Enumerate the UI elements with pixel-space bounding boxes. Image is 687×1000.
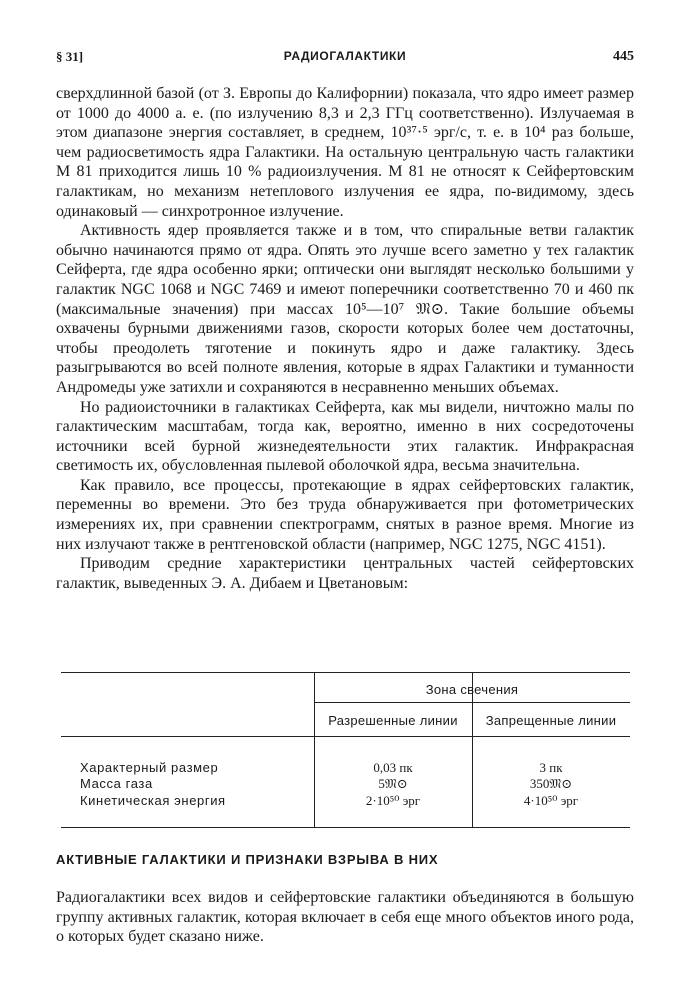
table-cell: 4·10⁵⁰ эрг	[523, 793, 579, 808]
paragraph-2: Активность ядер проявляется также и в том, что спиральные ветви галактик обычно начинаются прямо от ядра. Опять это лучше всего заметно у тех галактик Сейферта, где ядра особенно ярки; оптически они выглядят несколько большими у галактик NGC 1068 и NGC 7469 и имеют поперечники соответственно 70 и 460 пк (максимальные значения) при массах 10⁵—10⁷ 𝔐⊙. Такие большие объемы охвачены бурными движениями газов, скорости которых более чем достаточны, чтобы преодолеть тяготение и покинуть ядро и даже галактику. Здесь разыгрываются во всей полноте явления, которые в ядрах Галактики и туманности Андромеды уже затихли и сохраняются в несравненно меньших объемах.	[56, 222, 634, 396]
body-text	[56, 84, 634, 593]
paragraph-3: Но радиоисточники в галактиках Сейферта, как мы видели, ничтожно малы по галактическим масштабам, тогда как, вероятно, именно в них сосредоточены источники всей бурной жизнедеятельности этих галактик. Инфракрасная светимость их, обусловленная пылевой оболочкой ядра, весьма значительна.	[56, 398, 634, 475]
running-title: РАДИОГАЛАКТИКИ	[283, 49, 407, 63]
characteristics-table	[61, 672, 630, 828]
table-col-allowed: Разрешенные линии	[328, 713, 458, 728]
page-header	[56, 49, 634, 69]
paragraph-5: Приводим средние характеристики центральных частей сейфертовских галактик, выведенных Э. А. Дибаем и Цветановым:	[56, 555, 634, 592]
final-text	[56, 888, 634, 947]
page-number: 445	[613, 49, 634, 64]
table-cell: 3 пк	[539, 760, 563, 775]
table-cell: 0,03 пк	[373, 760, 413, 775]
table-row-label: Кинетическая энергия	[80, 793, 226, 808]
paragraph-1: сверхдлинной базой (от З. Европы до Калифорнии) показала, что ядро имеет размер от 1000 до 4000 а. е. (по излучению 8,3 и 2,3 ГГц соответственно). Излучаемая в этом диапазоне энергия составляет, в среднем, 10³⁷·⁵ эрг/с, т. е. в 10⁴ раз больше, чем радиосветимость ядра Галактики. На остальную центральную часть галактики М 81 приходится лишь 10 % радиоизлучения. М 81 не относят к Сейфертовским галактикам, но механизм нетеплового излучения ее ядра, по-видимому, здесь одинаковый — синхротронное излучение.	[56, 85, 634, 220]
table-header-rule	[314, 702, 630, 703]
section-number: § 31]	[56, 49, 84, 64]
table-cell: 350𝔐⊙	[529, 776, 573, 791]
table-row-label: Характерный размер	[80, 760, 219, 775]
table-col-forbidden: Запрещенные линии	[485, 713, 617, 728]
paragraph-final: Радиогалактики всех видов и сейфертовские галактики объединяются в большую группу активных галактик, которая включает в себя еще много объектов иного рода, о которых будет сказано ниже.	[56, 889, 634, 946]
paragraph-4: Как правило, все процессы, протекающие в ядрах сейфертовских галактик, переменны во времени. Это без труда обнаруживается при фотометрических измерениях их, при сравнении спектрограмм, снятых в разное время. Многие из них излучают также в рентгеновской области (например, NGC 1275, NGC 4151).	[56, 476, 634, 553]
table-cell: 5𝔐⊙	[378, 776, 408, 791]
table-row-label: Масса газа	[80, 776, 153, 791]
table-cell: 2·10⁵⁰ эрг	[365, 793, 421, 808]
table-group-header: Зона свечения	[425, 682, 519, 697]
table-body-rule	[61, 736, 630, 737]
section-heading: АКТИВНЫЕ ГАЛАКТИКИ И ПРИЗНАКИ ВЗРЫВА В НИХ	[56, 852, 439, 867]
